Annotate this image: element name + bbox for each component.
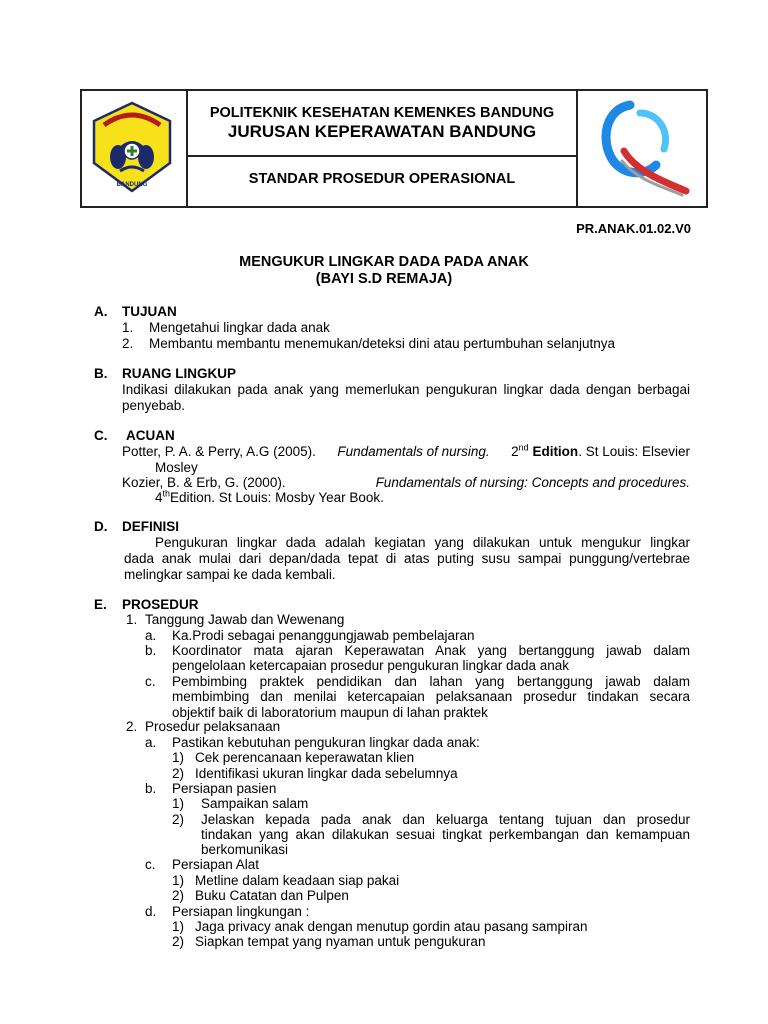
tujuan-item-2-text: Membantu membantu menemukan/deteksi dini atau pertumbuhan selanjutnya — [149, 336, 616, 351]
ref2-line2: 4thEdition. St Louis: Mosby Year Book. — [155, 488, 384, 505]
ref1-title: Fundamentals of nursing. — [337, 444, 490, 459]
p1-c-line3: objektif baik di laboratorium maupun di lahan praktek — [172, 705, 488, 720]
section-a-heading: TUJUAN — [122, 304, 177, 319]
definisi-line2: dada anak mulai dari depan/dada tepat di atas puting susu sampai punggung/vertebrae — [124, 551, 690, 566]
p1-a-text: Ka.Prodi sebagai penanggungjawab pembelajaran — [172, 628, 475, 643]
p1-b-line2: pengelolaan ketercapaian prosedur pengukuran lingkar dada anak — [172, 658, 570, 673]
swirl-logo-icon — [578, 91, 704, 206]
p2-d-letter: d. — [145, 904, 157, 919]
header-doctype-cell — [188, 157, 576, 206]
p2-a-item-1-num: 1) — [172, 750, 185, 765]
p2-a-item-1-text: Cek perencanaan keperawatan klien — [195, 750, 415, 765]
header-title-cell — [188, 91, 576, 157]
p2-d-item-2-text: Siapkan tempat yang nyaman untuk pengukuran — [195, 934, 486, 949]
p2-a-item-2-text: Identifikasi ukuran lingkar dada sebelumnya — [195, 766, 458, 781]
document-title-line1: MENGUKUR LINGKAR DADA PADA ANAK — [239, 254, 529, 270]
document-header — [80, 89, 708, 208]
section-b-heading: RUANG LINGKUP — [122, 366, 236, 381]
ruang-lingkup-line1: Indikasi dilakukan pada anak yang memerlukan pengukuran lingkar dada dengan berbagai — [122, 382, 690, 397]
p2-b-item-1-num: 1) — [172, 796, 185, 811]
poltekkes-bandung-logo — [82, 91, 182, 206]
definisi-line3: melingkar sampai ke dada kembali. — [124, 567, 336, 582]
p2-d-item-1-text: Jaga privacy anak dengan menutup gordin atau pasang sampiran — [195, 919, 588, 934]
definisi-line1: Pengukuran lingkar dada adalah kegiatan yang dilakukan untuk mengukur lingkar — [155, 535, 690, 550]
prosedur-1-text: Tanggung Jawab dan Wewenang — [145, 612, 345, 627]
p2-d-text: Persiapan lingkungan : — [172, 904, 310, 919]
ref2-title: Fundamentals of nursing: Concepts and procedures. — [375, 475, 690, 490]
tujuan-item-1-num: 1. — [122, 320, 134, 335]
left-logo-bottom-text: BANDUNG — [116, 182, 148, 188]
p2-c-letter: c. — [145, 857, 156, 872]
ref1-edition: 2nd Edition. St Louis: Elsevier — [511, 442, 690, 459]
p2-b-text: Persiapan pasien — [172, 781, 277, 796]
p2-b-item-1-text: Sampaikan salam — [201, 796, 309, 811]
document-title-line2: (BAYI S.D REMAJA) — [315, 271, 453, 287]
reference-1-line1 — [122, 444, 690, 460]
p2-b-item-2-line1: Jelaskan kepada pada anak dan keluarga tentang tujuan dan prosedur — [201, 812, 690, 827]
prosedur-1-num: 1. — [126, 612, 138, 627]
section-c-heading: ACUAN — [126, 428, 175, 443]
section-c-letter: C. — [94, 428, 108, 443]
p2-c-text: Persiapan Alat — [172, 857, 260, 872]
department-name: JURUSAN KEPERAWATAN BANDUNG — [227, 122, 537, 141]
p2-c-item-2-text: Buku Catatan dan Pulpen — [195, 888, 349, 903]
p2-b-item-2-line3: berkomunikasi — [201, 842, 289, 857]
p1-c-line1: Pembimbing praktek pendidikan dan lahan yang bertanggung jawab dalam — [172, 674, 690, 689]
p2-a-item-2-num: 2) — [172, 766, 185, 781]
p1-b-letter: b. — [145, 643, 157, 658]
document-code: PR.ANAK.01.02.V0 — [576, 221, 691, 236]
ruang-lingkup-line2: penyebab. — [122, 398, 186, 413]
p1-a-letter: a. — [145, 628, 157, 643]
ref2-authors: Kozier, B. & Erb, G. (2000). — [122, 475, 286, 490]
left-logo-cell — [82, 91, 188, 206]
p2-c-item-2-num: 2) — [172, 888, 185, 903]
right-logo-cell — [576, 91, 706, 206]
ref1-authors: Potter, P. A. & Perry, A.G (2005). — [122, 444, 316, 459]
reference-2-line1 — [122, 475, 690, 491]
section-e-heading: PROSEDUR — [122, 597, 199, 612]
section-b-letter: B. — [94, 366, 108, 381]
section-d-heading: DEFINISI — [122, 519, 180, 534]
prosedur-2-num: 2. — [126, 719, 138, 734]
p2-c-item-1-text: Metline dalam keadaan siap pakai — [195, 873, 400, 888]
p1-c-letter: c. — [145, 674, 156, 689]
p2-a-letter: a. — [145, 735, 157, 750]
section-d-letter: D. — [94, 519, 108, 534]
p2-d-item-1-num: 1) — [172, 919, 185, 934]
tujuan-item-1-text: Mengetahui lingkar dada anak — [149, 320, 330, 335]
p2-b-letter: b. — [145, 781, 157, 796]
p2-a-text: Pastikan kebutuhan pengukuran lingkar dada anak: — [172, 735, 480, 750]
document-type: STANDAR PROSEDUR OPERASIONAL — [248, 171, 516, 187]
p1-c-line2: membimbing dan menilai ketercapaian pelaksanaan prosedur tindakan secara — [172, 689, 690, 704]
p2-d-item-2-num: 2) — [172, 934, 185, 949]
p2-b-item-2-line2: tindakan yang akan dilakukan sesuai tingkat perkembangan dan kemampuan — [201, 827, 690, 842]
section-e-letter: E. — [94, 597, 107, 612]
institution-name: POLITEKNIK KESEHATAN KEMENKES BANDUNG — [209, 105, 555, 121]
prosedur-2-text: Prosedur pelaksanaan — [145, 719, 281, 734]
ref1-line2: Mosley — [155, 460, 198, 475]
p2-b-item-2-num: 2) — [172, 812, 185, 827]
p2-c-item-1-num: 1) — [172, 873, 185, 888]
section-a-letter: A. — [94, 304, 108, 319]
tujuan-item-2-num: 2. — [122, 336, 134, 351]
p1-b-line1: Koordinator mata ajaran Keperawatan Anak yang bertanggung jawab dalam — [172, 643, 690, 658]
